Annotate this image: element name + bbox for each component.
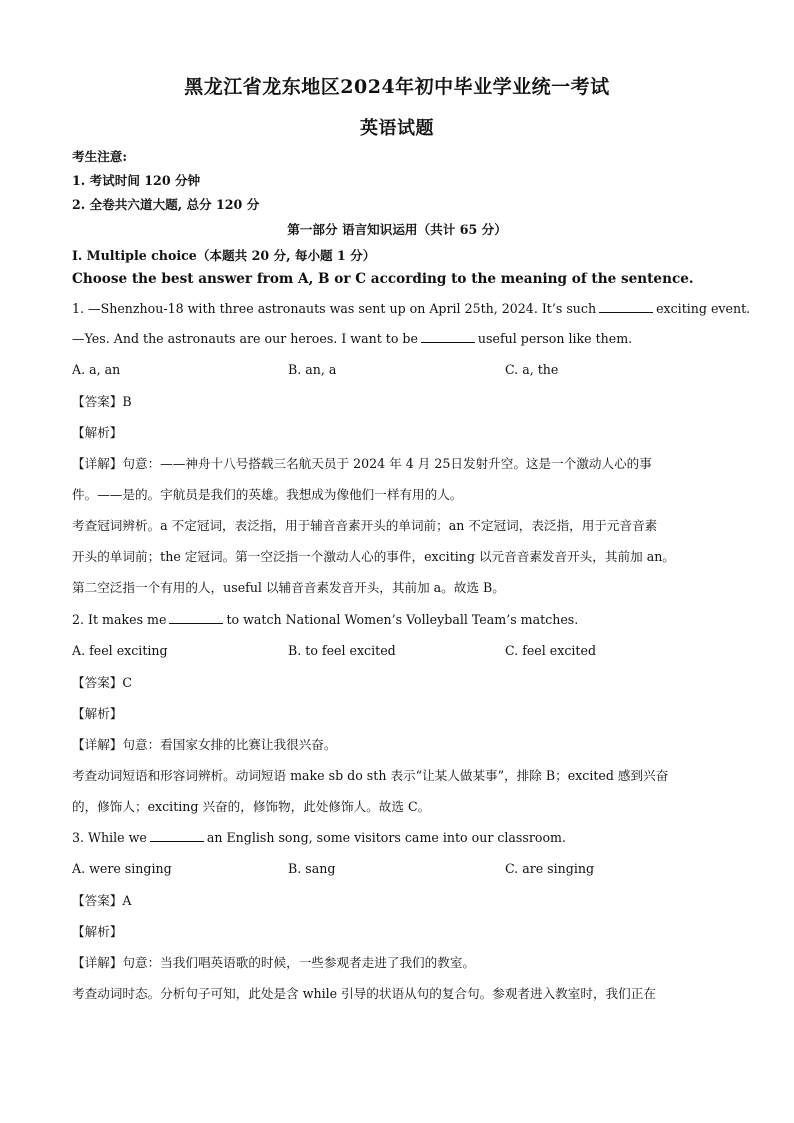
exam-subtitle: 英语试题 [360,118,434,139]
question-stem [72,829,722,846]
detail-line: 【详解】句意：看国家女排的比赛让我很兴奋。 [72,737,337,752]
detail-line: 第二空泛指一个有用的人，useful 以辅音音素发音开头，其前加 a。故选 B。 [72,580,505,595]
answer-blank [599,300,653,313]
notice-heading: 考生注意: [72,149,128,164]
answer-label: 【答案】B [72,394,132,409]
answer-blank [150,829,204,842]
stem-text: useful person like them. [477,331,633,346]
stem-text: 1. —Shenzhou-18 with three astronauts was sent up on April 25th, 2024. It’s such [72,301,597,316]
option-b: B. sang [288,861,336,876]
notice-item: 1. 考试时间 120 分钟 [72,173,201,188]
answer-blank [421,330,475,343]
option-a: A. feel exciting [72,643,168,658]
detail-line: 考查动词短语和形容词辨析。动词短语 make sb do sth 表示“让某人做某事”，排除 B；excited 感到兴奋 [72,768,669,783]
question-stem [72,611,722,628]
detail-line: 件。——是的。宇航员是我们的英雄。我想成为像他们一样有用的人。 [72,487,463,502]
option-c: C. feel excited [505,643,597,658]
analysis-label: 【解析】 [72,706,123,721]
option-a: A. were singing [72,861,172,876]
section-heading: I. Multiple choice（本题共 20 分, 每小题 1 分） [72,248,376,263]
detail-line: 【详解】句意：当我们唱英语歌的时候，一些参观者走进了我们的教室。 [72,955,475,970]
section-instruction: Choose the best answer from A, B or C according to the meaning of the sentence. [72,271,694,287]
stem-text: 2. It makes me [72,612,167,627]
option-c: C. a, the [505,362,559,377]
exam-title: 黑龙江省龙东地区2024年初中毕业学业统一考试 [184,76,610,98]
answer-label: 【答案】C [72,675,133,690]
answer-label: 【答案】A [72,893,132,908]
detail-line: 开头的单词前；the 定冠词。第一空泛指一个激动人心的事件，exciting 以元音音素发音开头，其前加 an。 [72,549,675,564]
detail-line: 考查动词时态。分析句子可知，此处是含 while 引导的状语从句的复合句。参观者进入教室时，我们正在 [72,986,656,1001]
detail-line: 【详解】句意：——神舟十八号搭载三名航天员于 2024 年 4 月 25日发射升空。这是一个激动人心的事 [72,456,652,471]
part-title: 第一部分 语言知识运用（共计 65 分） [287,222,507,237]
option-b: B. to feel excited [288,643,396,658]
question-stem [72,330,722,347]
answer-blank [169,611,223,624]
detail-line: 的，修饰人；exciting 兴奋的，修饰物，此处修饰人。故选 C。 [72,799,431,814]
question-stem [72,300,751,317]
stem-text: exciting event. [656,301,751,316]
notice-item: 2. 全卷共六道大题, 总分 120 分 [72,197,260,212]
stem-text: to watch National Women’s Volleyball Team’s matches. [226,612,579,627]
option-c: C. are singing [505,861,595,876]
stem-text: 3. While we [72,830,147,845]
analysis-label: 【解析】 [72,924,123,939]
stem-text: —Yes. And the astronauts are our heroes. I want to be [72,331,418,346]
analysis-label: 【解析】 [72,425,123,440]
option-b: B. an, a [288,362,337,377]
detail-line: 考查冠词辨析。a 不定冠词，表泛指，用于辅音音素开头的单词前；an 不定冠词，表泛指，用于元音音素 [72,518,658,533]
stem-text: an English song, some visitors came into our classroom. [206,830,566,845]
option-a: A. a, an [72,362,121,377]
